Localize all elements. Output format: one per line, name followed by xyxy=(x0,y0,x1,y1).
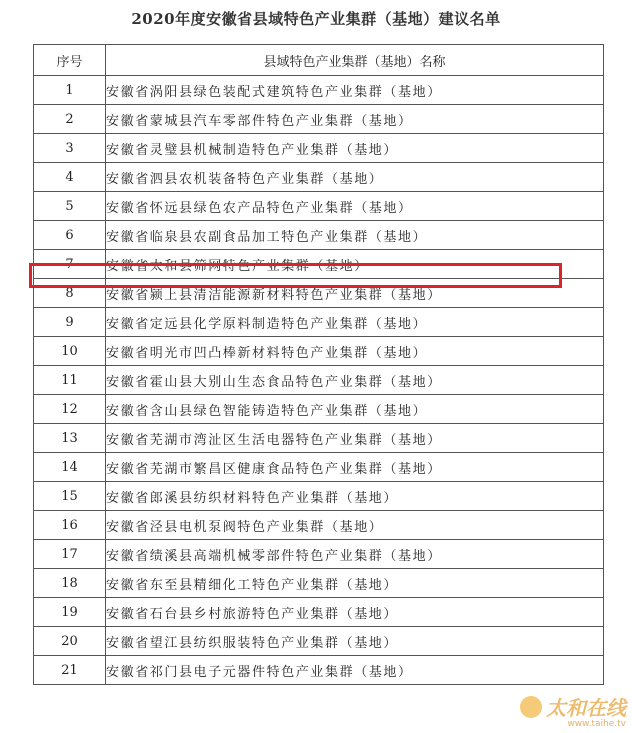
table-row xyxy=(34,105,604,134)
table-row xyxy=(34,453,604,482)
table-row xyxy=(34,627,604,656)
table-row xyxy=(34,308,604,337)
row-number: 18 xyxy=(34,569,106,598)
row-number: 14 xyxy=(34,453,106,482)
brand-logo-icon xyxy=(520,696,542,718)
row-name: 安徽省蒙城县汽车零部件特色产业集群（基地） xyxy=(106,105,604,134)
row-number: 13 xyxy=(34,424,106,453)
table-row xyxy=(34,395,604,424)
watermark-brand: 太和在线 xyxy=(546,696,626,720)
row-name: 安徽省泗县农机装备特色产业集群（基地） xyxy=(106,163,604,192)
watermark xyxy=(520,692,626,729)
row-name: 安徽省太和县筛网特色产业集群（基地） xyxy=(106,250,604,279)
row-number: 6 xyxy=(34,221,106,250)
row-number: 10 xyxy=(34,337,106,366)
table-row xyxy=(34,134,604,163)
row-name: 安徽省霍山县大别山生态食品特色产业集群（基地） xyxy=(106,366,604,395)
table-row xyxy=(34,598,604,627)
row-name: 安徽省含山县绿色智能铸造特色产业集群（基地） xyxy=(106,395,604,424)
row-name: 安徽省涡阳县绿色装配式建筑特色产业集群（基地） xyxy=(106,76,604,105)
table-row xyxy=(34,569,604,598)
table-row xyxy=(34,482,604,511)
table-row xyxy=(34,656,604,685)
table-header-row xyxy=(34,45,604,76)
row-name: 安徽省泾县电机泵阀特色产业集群（基地） xyxy=(106,511,604,540)
cluster-list-table xyxy=(33,44,604,685)
row-number: 8 xyxy=(34,279,106,308)
row-name: 安徽省郎溪县纺织材料特色产业集群（基地） xyxy=(106,482,604,511)
row-number: 15 xyxy=(34,482,106,511)
table-row xyxy=(34,279,604,308)
header-number: 序号 xyxy=(34,45,106,76)
table-row xyxy=(34,163,604,192)
document-title: 2020年度安徽省县域特色产业集群（基地）建议名单 xyxy=(131,10,501,28)
row-number: 12 xyxy=(34,395,106,424)
row-number: 17 xyxy=(34,540,106,569)
row-name: 安徽省明光市凹凸棒新材料特色产业集群（基地） xyxy=(106,337,604,366)
table-row xyxy=(34,540,604,569)
row-name: 安徽省怀远县绿色农产品特色产业集群（基地） xyxy=(106,192,604,221)
row-number: 2 xyxy=(34,105,106,134)
table-row xyxy=(34,337,604,366)
row-number: 4 xyxy=(34,163,106,192)
row-name: 安徽省定远县化学原料制造特色产业集群（基地） xyxy=(106,308,604,337)
table-row xyxy=(34,192,604,221)
row-name: 安徽省灵璧县机械制造特色产业集群（基地） xyxy=(106,134,604,163)
row-name: 安徽省望江县纺织服装特色产业集群（基地） xyxy=(106,627,604,656)
row-number: 11 xyxy=(34,366,106,395)
row-number: 9 xyxy=(34,308,106,337)
table-row xyxy=(34,366,604,395)
row-name: 安徽省芜湖市湾沚区生活电器特色产业集群（基地） xyxy=(106,424,604,453)
row-number: 3 xyxy=(34,134,106,163)
row-name: 安徽省绩溪县高端机械零部件特色产业集群（基地） xyxy=(106,540,604,569)
table-row xyxy=(34,76,604,105)
row-number: 19 xyxy=(34,598,106,627)
table-row xyxy=(34,424,604,453)
row-name: 安徽省祁门县电子元器件特色产业集群（基地） xyxy=(106,656,604,685)
header-name: 县域特色产业集群（基地）名称 xyxy=(106,45,604,76)
row-number: 21 xyxy=(34,656,106,685)
row-number: 5 xyxy=(34,192,106,221)
row-number: 7 xyxy=(34,250,106,279)
table-row xyxy=(34,511,604,540)
row-name: 安徽省东至县精细化工特色产业集群（基地） xyxy=(106,569,604,598)
row-number: 20 xyxy=(34,627,106,656)
row-name: 安徽省芜湖市繁昌区健康食品特色产业集群（基地） xyxy=(106,453,604,482)
row-number: 1 xyxy=(34,76,106,105)
row-name: 安徽省颍上县清洁能源新材料特色产业集群（基地） xyxy=(106,279,604,308)
watermark-url: www.taihe.tv xyxy=(567,719,626,729)
row-number: 16 xyxy=(34,511,106,540)
row-name: 安徽省临泉县农副食品加工特色产业集群（基地） xyxy=(106,221,604,250)
table-row-highlighted xyxy=(34,250,604,279)
table-row xyxy=(34,221,604,250)
row-name: 安徽省石台县乡村旅游特色产业集群（基地） xyxy=(106,598,604,627)
